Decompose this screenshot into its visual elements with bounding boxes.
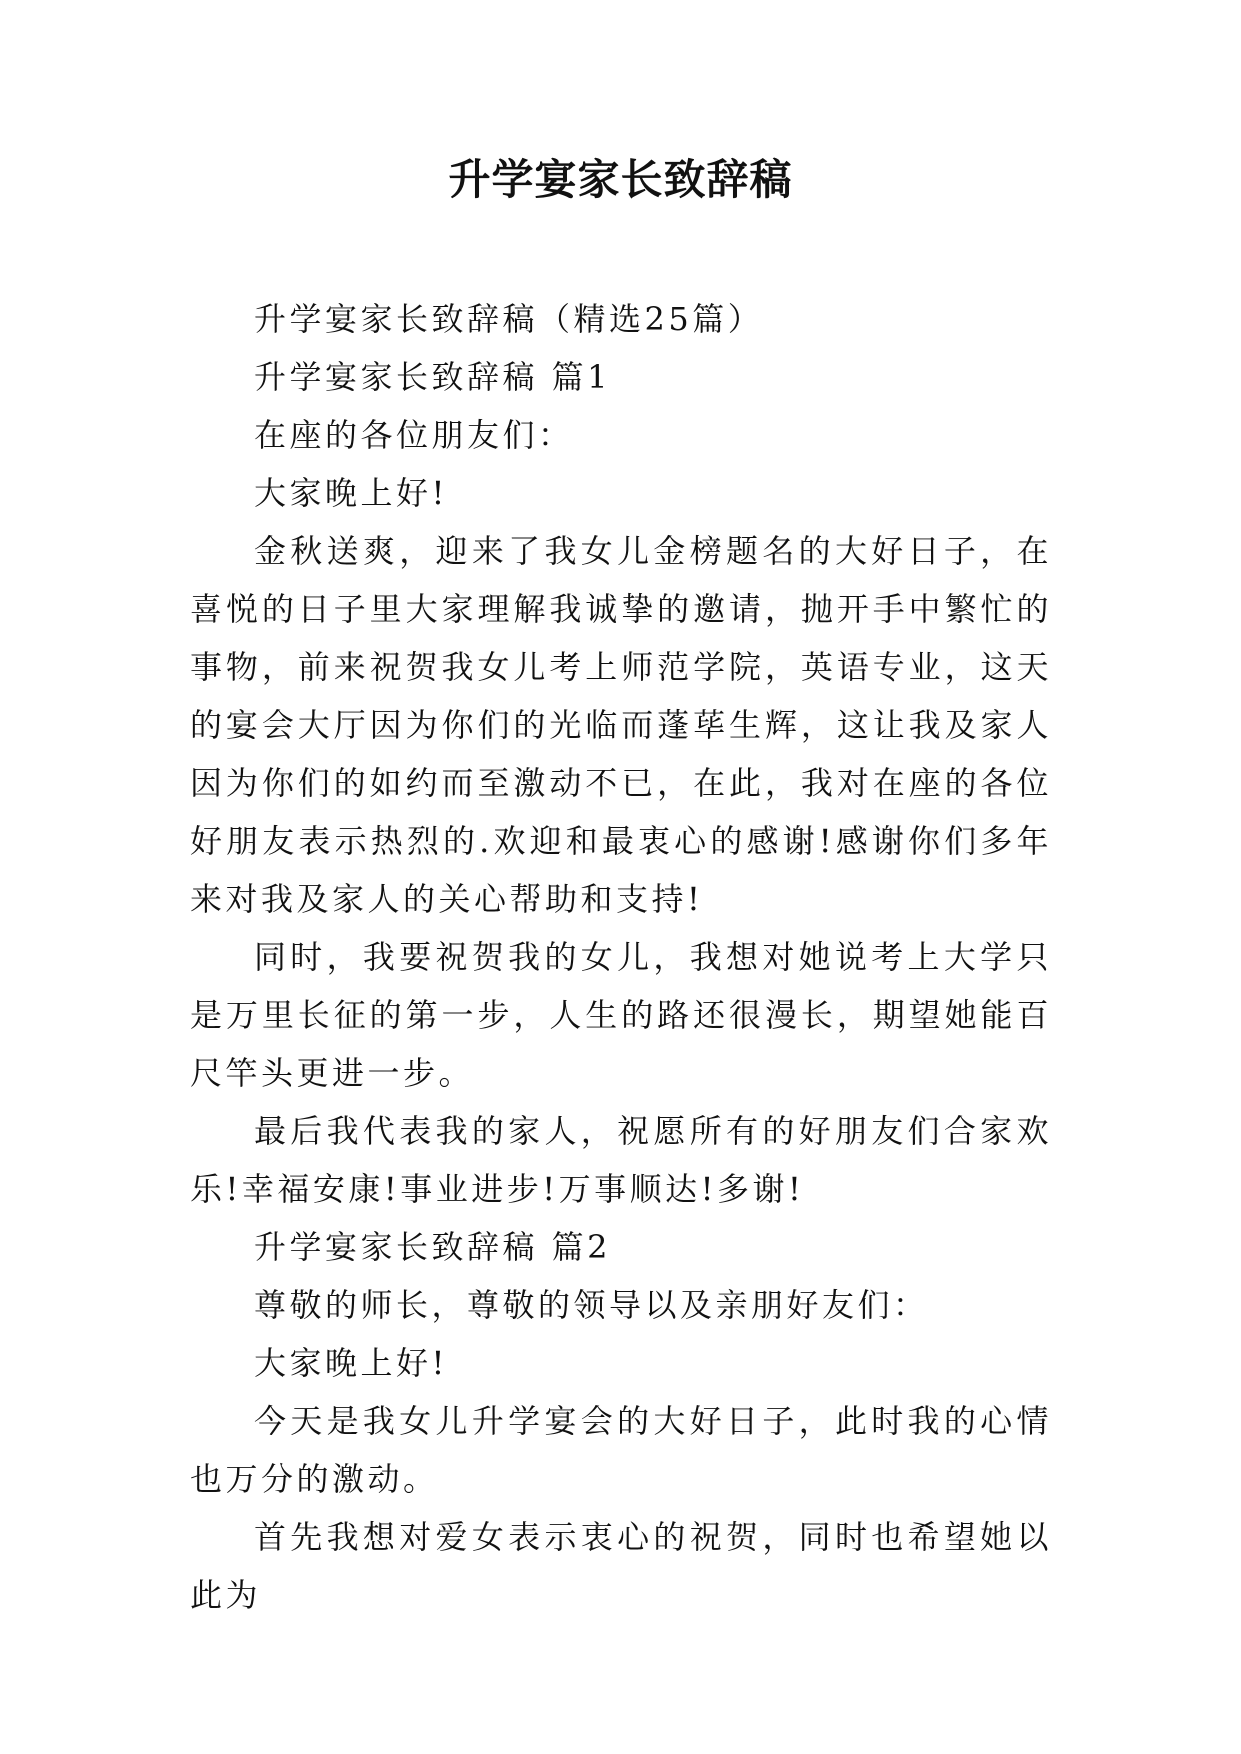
paragraph-body: 同时，我要祝贺我的女儿，我想对她说考上大学只是万里长征的第一步，人生的路还很漫长，期望她能百尺竿头更进一步。 (190, 938, 1052, 1092)
paragraph-body: 首先我想对爱女表示衷心的祝贺，同时也希望她以此为 (190, 1518, 1052, 1614)
section-heading-1: 升学宴家长致辞稿 篇1 (254, 358, 612, 396)
paragraph-salutation: 在座的各位朋友们： (254, 416, 574, 454)
document-title: 升学宴家长致辞稿 (448, 155, 793, 204)
section-heading-2: 升学宴家长致辞稿 篇2 (254, 1228, 612, 1266)
paragraph-salutation: 尊敬的师长，尊敬的领导以及亲朋好友们： (254, 1286, 929, 1324)
document-body (190, 290, 1052, 1624)
paragraph-body: 今天是我女儿升学宴会的大好日子，此时我的心情也万分的激动。 (190, 1402, 1052, 1498)
paragraph-greeting: 大家晚上好! (254, 1344, 448, 1382)
paragraph-body: 最后我代表我的家人，祝愿所有的好朋友们合家欢乐!幸福安康!事业进步!万事顺达!多谢! (190, 1112, 1052, 1208)
paragraph-body: 金秋送爽，迎来了我女儿金榜题名的大好日子，在喜悦的日子里大家理解我诚挚的邀请，抛开手中繁忙的事物，前来祝贺我女儿考上师范学院，英语专业，这天的宴会大厅因为你们的光临而蓬荜生辉，这让我及家人因为你们的如约而至激动不已，在此，我对在座的各位好朋友表示热烈的.欢迎和最衷心的感谢!感谢你们多年来对我及家人的关心帮助和支持! (190, 532, 1052, 918)
paragraph-subtitle: 升学宴家长致辞稿（精选25篇） (254, 300, 764, 338)
paragraph-greeting: 大家晚上好! (254, 474, 448, 512)
